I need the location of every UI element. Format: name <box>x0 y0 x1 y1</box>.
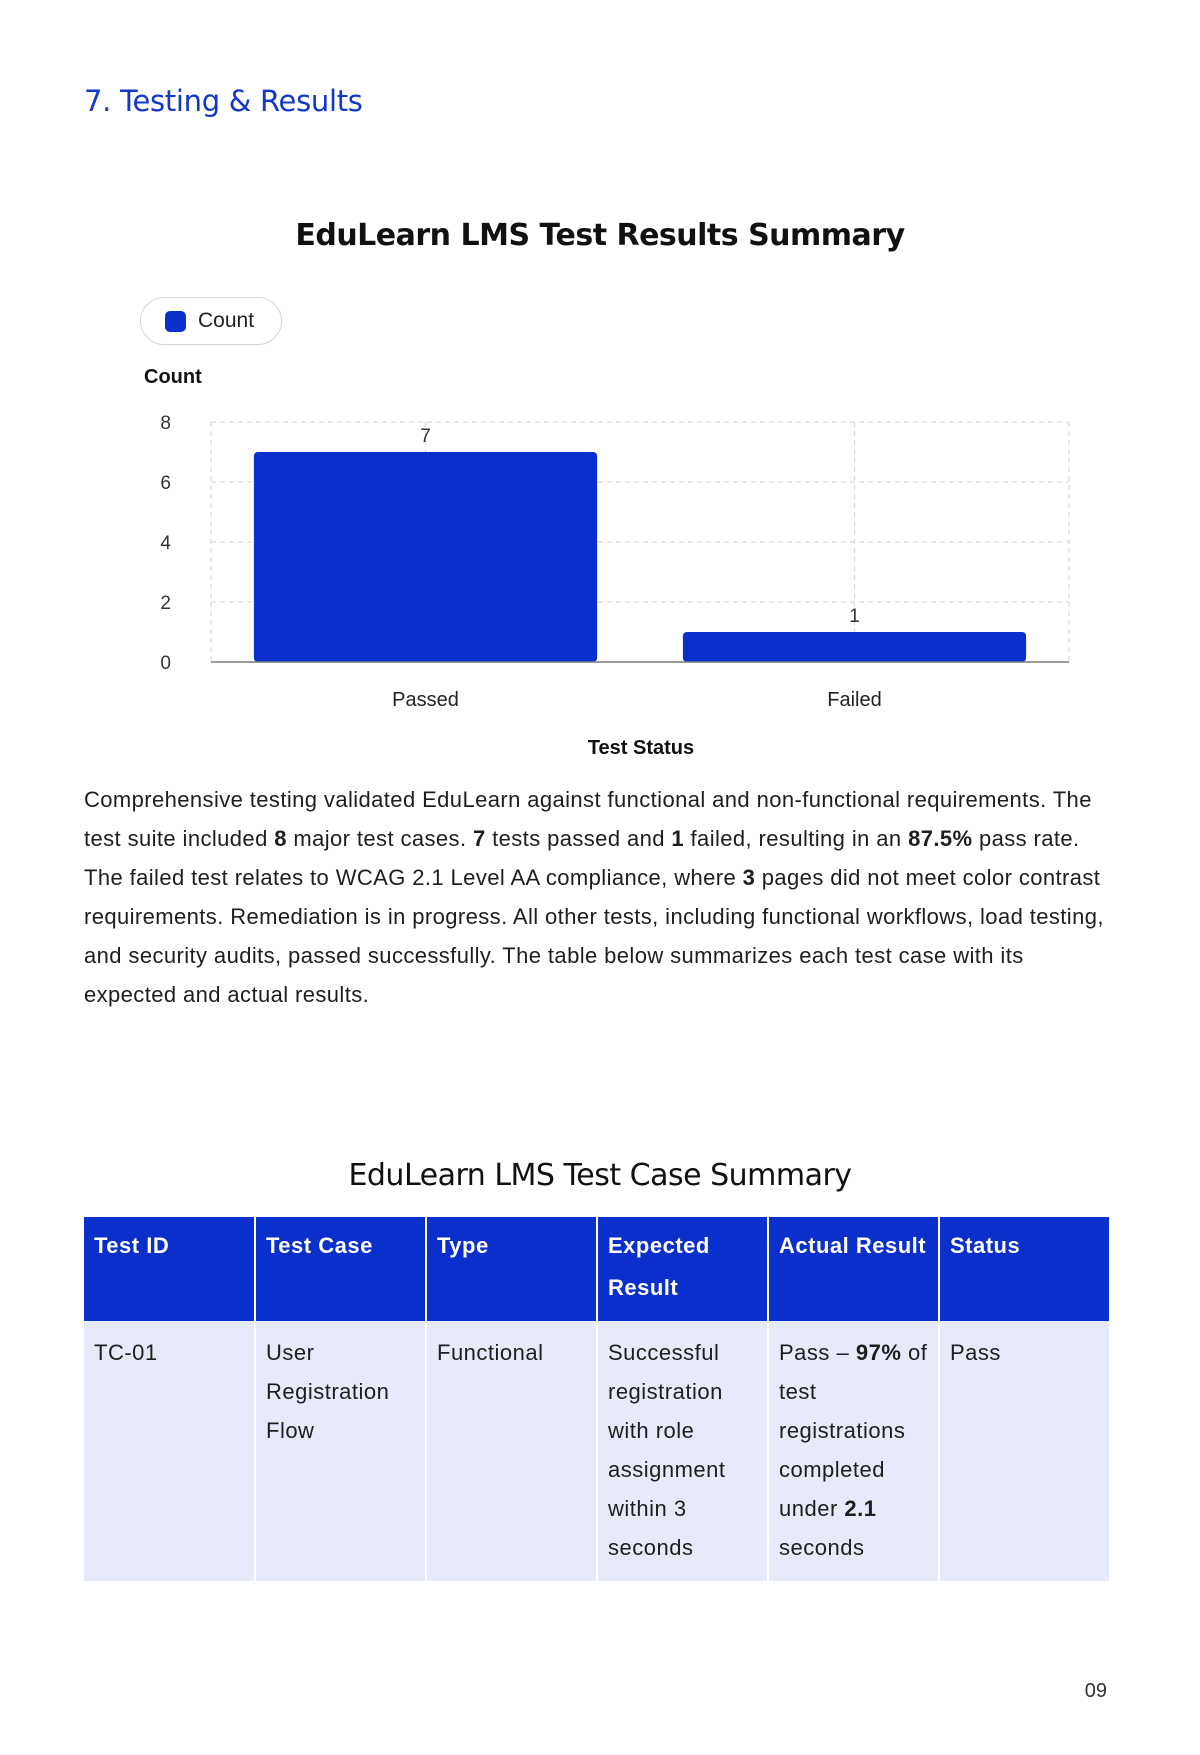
legend-label: Count <box>198 309 255 332</box>
failed-tests-count: 1 <box>671 826 685 851</box>
data-label: 1 <box>849 606 860 627</box>
paragraph-text-6: pages did not meet color contrast requirements. Remediation is in progress. All other tests, including functional workflows, load testing, and security audits, passed successfully. The table below summarizes each test case with its expected and actual results. <box>84 865 1104 1007</box>
bar-chart <box>0 0 1200 770</box>
header-expected-result: Expected Result <box>597 1217 768 1321</box>
actual-time: 2.1 <box>844 1496 877 1521</box>
total-tests-count: 8 <box>274 826 287 851</box>
x-tick-label: Failed <box>827 689 882 711</box>
actual-text-1: Pass – <box>779 1340 856 1365</box>
chart-title: EduLearn LMS Test Results Summary <box>295 218 905 253</box>
section-heading: 7. Testing & Results <box>84 84 363 118</box>
cell-expected-result: Successful registration with role assignment within 3 seconds <box>597 1321 768 1581</box>
y-tick-label: 0 <box>160 653 171 674</box>
failed-pages-count: 3 <box>742 865 756 890</box>
y-tick-label: 8 <box>160 413 171 434</box>
y-tick-label: 2 <box>160 593 171 614</box>
paragraph-text-1: Comprehensive testing validated EduLearn against functional and non-functional requirements. The test suite included <box>84 787 1092 851</box>
cell-test-id: TC-01 <box>84 1321 255 1581</box>
bar-failed <box>683 632 1026 662</box>
bar-passed <box>254 452 597 662</box>
cell-type: Functional <box>426 1321 597 1581</box>
table-header-row <box>84 1217 1109 1321</box>
passed-tests-count: 7 <box>472 826 486 851</box>
y-axis-title: Count <box>144 366 202 388</box>
actual-text-2: of test registrations completed under <box>779 1340 928 1521</box>
test-case-table <box>84 1217 1109 1581</box>
header-test-id: Test ID <box>84 1217 255 1321</box>
data-label: 7 <box>420 426 431 447</box>
table-title: EduLearn LMS Test Case Summary <box>348 1158 852 1193</box>
actual-text-3: seconds <box>779 1535 865 1560</box>
actual-percent: 97% <box>855 1340 902 1365</box>
cell-actual-result <box>768 1321 939 1581</box>
paragraph-text-3: tests passed and <box>485 826 672 851</box>
y-tick-label: 6 <box>160 473 171 494</box>
paragraph-text-2: major test cases. <box>286 826 473 851</box>
header-actual-result: Actual Result <box>768 1217 939 1321</box>
header-status: Status <box>939 1217 1109 1321</box>
header-test-case: Test Case <box>255 1217 426 1321</box>
cell-status: Pass <box>939 1321 1109 1581</box>
y-tick-label: 4 <box>160 533 171 554</box>
header-type: Type <box>426 1217 597 1321</box>
results-paragraph <box>84 780 1116 1014</box>
x-tick-label: Passed <box>392 689 459 711</box>
cell-test-case: User Registration Flow <box>255 1321 426 1581</box>
page-number: 09 <box>1084 1680 1107 1702</box>
x-axis-title: Test Status <box>587 737 695 759</box>
paragraph-text-4: failed, resulting in an <box>684 826 909 851</box>
table-row <box>84 1321 1109 1581</box>
pass-rate: 87.5% <box>908 826 973 851</box>
paragraph-text-5: pass rate. The failed test relates to WCAG 2.1 Level AA compliance, where <box>84 826 1080 890</box>
